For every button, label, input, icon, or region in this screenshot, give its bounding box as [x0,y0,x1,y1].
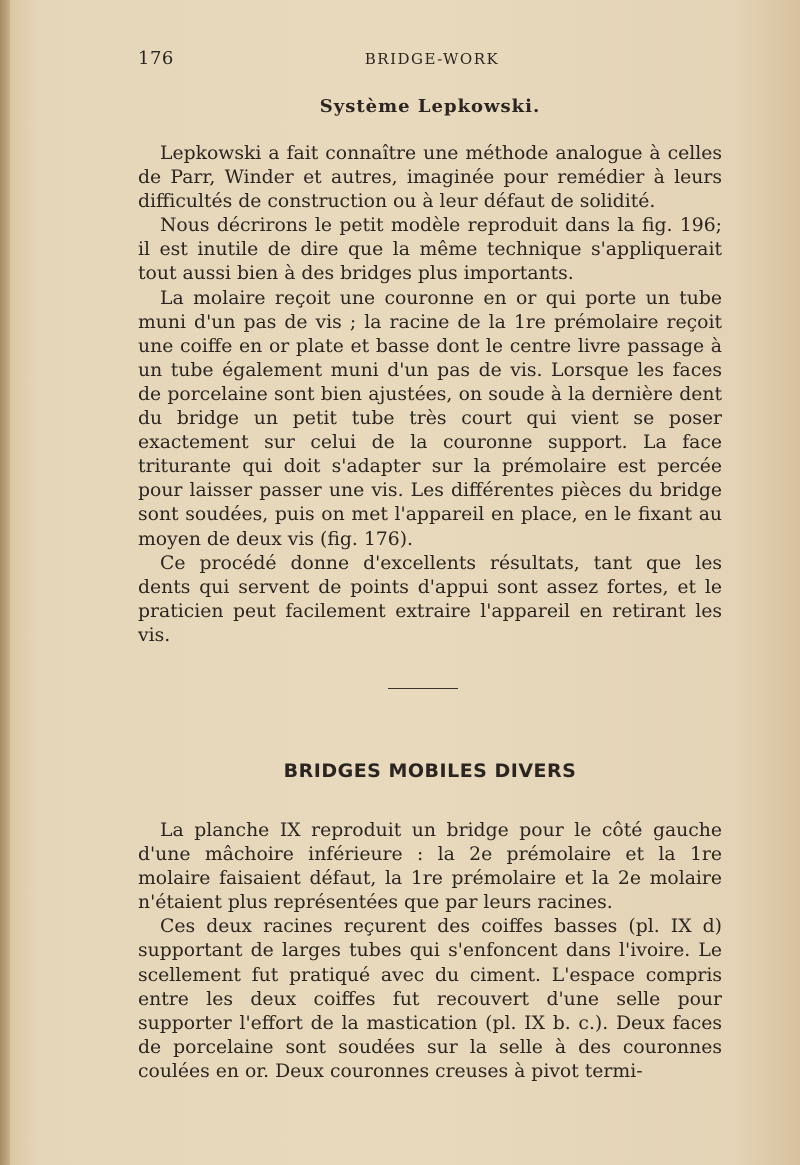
page-header [138,48,722,72]
paragraph: Ce procédé donne d'excellents résultats, tant que les dents qui servent de points d'appui sont assez fortes, et le praticien peut facilement extraire l'appareil en retirant les vis. [138,552,722,646]
running-head: BRIDGE-WORK [364,50,500,68]
page-number: 176 [138,48,174,69]
text-block-lepkowski [138,142,722,648]
paragraph: La molaire reçoit une couronne en or qui porte un tube muni d'un pas de vis ; la racine de la 1re prémolaire reçoit une coiffe en or plate et basse dont le centre livre passage à un tube également muni d'un pas de vis. Lorsque les faces de porcelaine sont bien ajustées, on soude à la dernière dent du bridge un petit tube très court qui vient se poser exactement sur celui de la couronne support. La face triturante qui doit s'adapter sur la prémolaire est percée pour laisser passer une vis. Les différentes pièces du bridge sont soudées, puis on met l'appareil en place, en le fixant au moyen de deux vis (fig. 176). [138,287,722,550]
paragraph: Lepkowski a fait connaître une méthode analogue à celles de Parr, Winder et autres, imaginée pour remédier à leurs difficultés de construction ou à leur défaut de solidité. [138,143,722,213]
paragraph: Nous décrirons le petit modèle reproduit dans la fig. 196; il est inutile de dire que la même technique s'appliquerait tout aussi bien à des bridges plus importants. [138,215,722,285]
paragraph: La planche IX reproduit un bridge pour le côté gauche d'une mâchoire inférieure : la 2e prémolaire et la 1re molaire faisaient défaut, la 1re prémolaire et la 2e molaire n'étaient plus représentées que par leurs racines. [138,820,722,914]
section-title: Système Lepkowski. [319,96,541,117]
chapter-heading: BRIDGES MOBILES DIVERS [283,760,577,782]
paragraph: Ces deux racines reçurent des coiffes basses (pl. IX d) supportant de larges tubes qui s'enfoncent dans l'ivoire. Le scellement fut pratiqué avec du ciment. L'espace compris entre les deux coiffes fut recouvert d'une selle pour supporter l'effort de la mastication (pl. IX b. c.). Deux faces de porcelaine sont soudées sur la selle à des couronnes coulées en or. Deux couronnes creuses à pivot termi- [138,916,722,1082]
section-divider [388,688,458,689]
text-block-bridges-mobiles [138,819,722,1084]
